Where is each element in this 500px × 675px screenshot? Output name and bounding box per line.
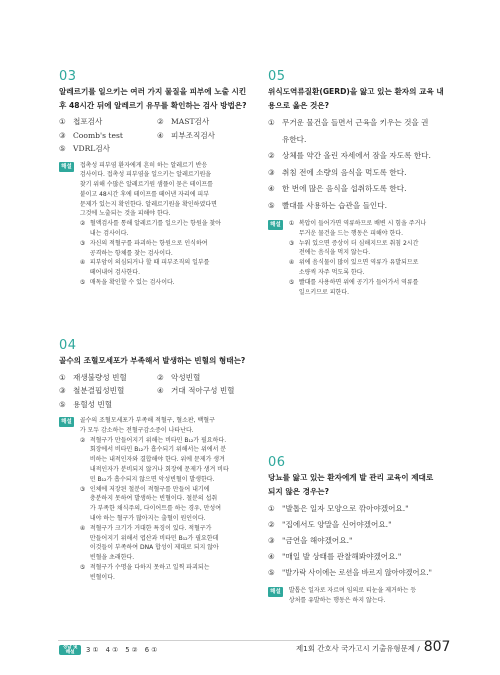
option-1[interactable]: ① 첩포검사 [59,117,103,126]
explanation-item: ④ 피부암이 의심되거나 할 때 피부조직의 일부를 떼어내어 검사한다. [79,259,210,277]
explanation-text: 골수의 조혈모세포가 부족해 적혈구, 혈소판, 백혈구 가 모두 감소하는 전혈구감소증이 나타난다. ② 적혈구가 만들어지기 위해는 비타민 B₁₂가 필요하다. 회장에서 비타민 B₁₂가 흡수되기 위해서는 위에서 분 비하는 내적인자와 결합해야 한다. 위에 문제가 생겨 내적인자가 분비되지 않거나 회장에 문제가 생겨 비타 민 B₁₂가 흡수되지 않으면 악성빈혈이 발생한다. ③ 인체에 저장된 철분이 적혈구를 만들어 내기에 충분하지 못하여 발생하는 빈혈이다. 철분의 섭취 가 부족한 채식주의, 다이어트를 하는 경우, 만성여 내야 하는 혈구가 많아지는 출혈이 원인이다. ④ 적혈구가 크기가 거대한 특징이 있다. 적혈구가 만들어지기 위해서 엽산과 비타민 B₁₂가 필요한데 이것들이 부족하여 DNA 합성이 제대로 되지 않아 빈혈을 초래한다. ⑤ 적혈구가 수명을 다하지 못하고 일찍 파괴되는 빈혈이다. [79,417,229,581]
question-number: 06 [268,455,286,470]
explanation-item: ③ 누워 있으면 증상이 더 심해지므로 취침 2시간 전에는 음식을 먹지 않는다. [288,239,419,257]
option-1[interactable]: ① 재생불량성 빈혈 [59,372,127,382]
option-5[interactable]: ⑤ VDRL검사 [59,144,111,153]
answer-options [268,115,446,214]
explanation-badge: 해설 [61,163,72,170]
option-2[interactable]: ② MAST검사 [157,117,210,126]
option-4[interactable]: ④ "매일 발 상태를 관찰해봐야겠어요." [268,552,402,561]
explanation-item: ④ 위에 음식물이 많이 있으면 역류가 유발되므로 소량씩 자주 먹도록 한다. [288,259,419,276]
question-number: 05 [268,69,286,84]
explanation [59,161,255,288]
page-footer [296,639,450,655]
explanation-badge: 해설 [270,589,281,595]
explanation-item: ① 복압이 들어가면 역류하므로 배변 시 힘을 주거나 무거운 물건을 드는 행동은 피해야 한다. [288,220,427,237]
answer-item: 5 ② [125,646,138,654]
option-1[interactable]: ① 무거운 물건을 들면서 근육을 키우는 것을 권 [268,118,429,127]
explanation-text [289,219,426,297]
option-5[interactable]: ⑤ "발가락 사이에는 로션을 바르지 않아야겠어요." [268,568,432,577]
explanation [268,219,446,297]
explanation-item: ② 혈액검사를 통해 알레르기를 일으키는 항원을 찾아 내는 검사이다. [79,220,222,238]
question-04 [59,339,255,583]
question-number: 03 [59,69,77,84]
answer-options [59,115,255,156]
option-4[interactable]: ④ 피부조직검사 [157,130,216,140]
answer-item: 3 ① [86,646,99,654]
option-3[interactable]: ③ 취침 전에 소량의 음식을 먹도록 한다. [268,167,407,177]
answer-options [268,501,446,581]
explanation [59,416,255,583]
explanation-item: ② 적혈구가 만들어지기 위해는 비타민 B₁₂가 필요하다. 회장에서 비타민 B₁₂가 흡수되기 위해서는 위에서 분 비하는 내적인자와 결합해야 한다. 위에 문제가 생겨 내적인자가 분비되지 않거나 회장에 문제가 생겨 비타 민 B₁₂가 흡수되지 않으면 악성빈혈이 발생한다. [79,436,229,483]
explanation-text: 접촉성 피부염 환자에게 흔히 하는 알레르기 반응 검사이다. 접촉성 피부염을 일으키는 알레르기원을 찾기 위해 수많은 알레르기원 샘플이 묻은 테이프를 붙이고 48시간 후에 테이프를 떼어낸 자리에 피부 문제가 있는지 확인한다. 알레르기원을 확인하였다면 그것에 노출되는 것을 피해야 한다. ② 혈액검사를 통해 알레르기를 일으키는 항원을 찾아 내는 검사이다. ③ 자신의 적혈구를 파괴하는 항원으로 인식하여 공격하는 항체를 찾는 검사이다. ④ 피부암이 의심되거나 할 때 피부조직의 일부를 떼어내어 검사한다. ⑤ 매독을 확인할 수 있는 검사이다. [79,161,222,287]
answer-item: 4 ① [105,646,119,654]
explanation-item: ④ 적혈구가 크기가 거대한 특징이 있다. 적혈구가 만들어지기 위해서 엽산과 비타민 B₁₂가 필요한데 이것들이 부족하여 DNA 합성이 제대로 되지 않아 빈혈을 초래한다. [79,524,219,562]
question-text: 당뇨를 앓고 있는 환자에게 발 관리 교육이 제대로 되지 않은 경우는? [268,473,434,496]
question-05 [268,70,446,297]
option-4[interactable]: ④ 거대 적아구성 빈혈 [157,386,235,395]
chapter-title: 제1회 간호사 국가고시 기출유형문제 / [296,644,420,653]
option-5[interactable]: ⑤ 빨대를 사용하는 습관을 들인다. [268,200,388,210]
option-3[interactable]: ③ Coomb's test [59,130,123,140]
question-06 [268,456,446,606]
answer-options [59,371,255,412]
option-2[interactable]: ② "집에서도 양말을 신어야겠어요." [268,520,392,529]
option-2[interactable]: ② 악성빈혈 [157,372,201,382]
option-1[interactable]: ① "발톱은 일자 모양으로 깎아야겠어요." [268,504,409,513]
explanation-item: ⑤ 적혈구가 수명을 다하지 못하고 일찍 파괴되는 빈혈이다. [79,563,210,581]
question-03 [59,70,255,288]
option-4[interactable]: ④ 한 번에 많은 음식을 섭취하도록 한다. [268,184,407,193]
explanation-badge: 해설 [270,222,281,228]
question-text: 골수의 조혈모세포가 부족해서 발생하는 빈혈의 형태는? [59,356,246,365]
explanation-badge: 해설 [61,419,72,425]
question-number: 04 [59,338,77,353]
page-number: 807 [423,639,451,655]
answer-key [59,645,164,655]
answer-key-badge: 정답 및 해설 [59,645,81,655]
answer-item: 6 ① [144,646,158,654]
option-2[interactable]: ② 상체를 약간 올린 자세에서 잠을 자도록 한다. [268,151,431,160]
explanation-item: ⑤ 빨대를 사용하면 위에 공기가 들어가서 역류를 일으키므로 피한다. [288,278,419,296]
question-text: 알레르기를 일으키는 여러 가지 물질을 피부에 노출 시킨 후 48시간 뒤에 알레르기 유무를 확인하는 검사 방법은? [59,87,247,110]
explanation-item: ③ 인체에 저장된 철분이 적혈구를 만들어 내기에 충분하지 못하여 발생하는 빈혈이다. 철분의 섭취 가 부족한 채식주의, 다이어트를 하는 경우, 만성여 내야 하는 혈구가 많아지는 출혈이 원인이다. [79,485,221,522]
question-text: 위식도역류질환(GERD)을 앓고 있는 환자의 교육 내 용으로 옳은 것은? [268,87,444,110]
option-5[interactable]: ⑤ 용혈성 빈혈 [59,399,113,409]
option-3[interactable]: ③ "금연을 해야겠어요." [268,536,353,545]
option-1-continued: 유한다. [282,134,307,144]
explanation-item: ③ 자신의 적혈구를 파괴하는 항원으로 인식하여 공격하는 항체를 찾는 검사이다. [79,239,208,257]
explanation-text: 발톱은 일자로 자르며 임의로 티눈을 제거하는 등 상처를 유발하는 행동은 하지 않는다. [288,587,417,604]
explanation [268,586,446,606]
option-3[interactable]: ③ 철분결핍성빈혈 [59,386,125,395]
explanation-item: ⑤ 매독을 확인할 수 있는 검사이다. [79,279,175,287]
